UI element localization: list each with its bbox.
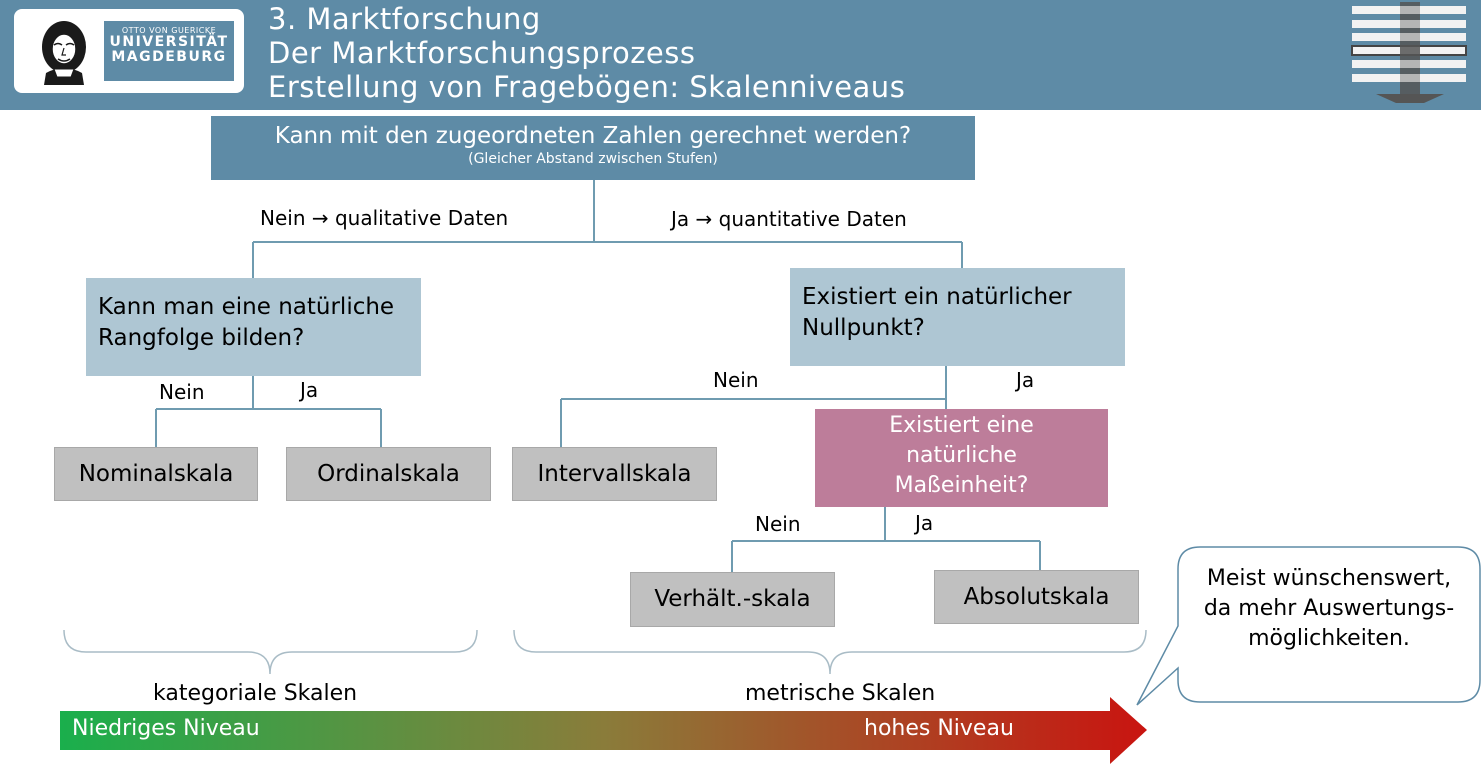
unit-question-box	[815, 409, 1108, 507]
root-question-box	[211, 116, 975, 180]
high-level-label: hohes Niveau	[864, 716, 1014, 741]
root-yes-label: Ja → quantitative Daten	[671, 207, 907, 231]
root-question-text: Kann mit den zugeordneten Zahlen gerechnet werden?	[274, 123, 912, 149]
unit-yes-label: Ja	[915, 511, 934, 535]
categorical-scales-label: kategoriale Skalen	[153, 681, 358, 706]
logo-line-3: MAGDEBURG	[111, 49, 227, 65]
root-no-label: Nein → qualitative Daten	[260, 206, 509, 230]
nominal-scale-box: Nominalskala	[54, 447, 258, 501]
rank-yes-label: Ja	[300, 378, 319, 402]
absolute-scale-box: Absolutskala	[934, 570, 1139, 624]
unit-no-label: Nein	[755, 512, 801, 536]
zero-question-box	[790, 268, 1125, 366]
zero-question-text: Existiert ein natürlicher Nullpunkt?	[802, 284, 1072, 341]
metric-scales-label: metrische Skalen	[745, 681, 936, 706]
ratio-scale-box: Verhält.-skala	[630, 572, 835, 627]
zero-yes-label: Ja	[1016, 368, 1035, 392]
ordinal-scale-box: Ordinalskala	[286, 447, 491, 501]
rank-question-text: Kann man eine natürliche Rangfolge bilden?	[98, 294, 395, 351]
title-line-1: 3. Marktforschung	[268, 2, 541, 36]
low-level-label: Niedriges Niveau	[72, 716, 260, 741]
title-line-2: Der Marktforschungsprozess	[268, 36, 696, 70]
rank-question-box	[86, 278, 421, 376]
title-line-3: Erstellung von Fragebögen: Skalenniveaus	[268, 70, 906, 104]
unit-question-text: Existiert eine natürliche Maßeinheit?	[889, 413, 1034, 498]
rank-no-label: Nein	[159, 380, 205, 404]
root-question-note: (Gleicher Abstand zwischen Stufen)	[468, 151, 718, 167]
logo-line-2: UNIVERSITÄT	[109, 34, 229, 50]
interval-scale-box: Intervallskala	[512, 447, 717, 501]
logo-line-1: OTTO VON GUERICKE	[121, 26, 217, 35]
zero-no-label: Nein	[713, 368, 759, 392]
callout-text: Meist wünschenswert, da mehr Auswertungs-möglichkeiten.	[1203, 566, 1455, 651]
